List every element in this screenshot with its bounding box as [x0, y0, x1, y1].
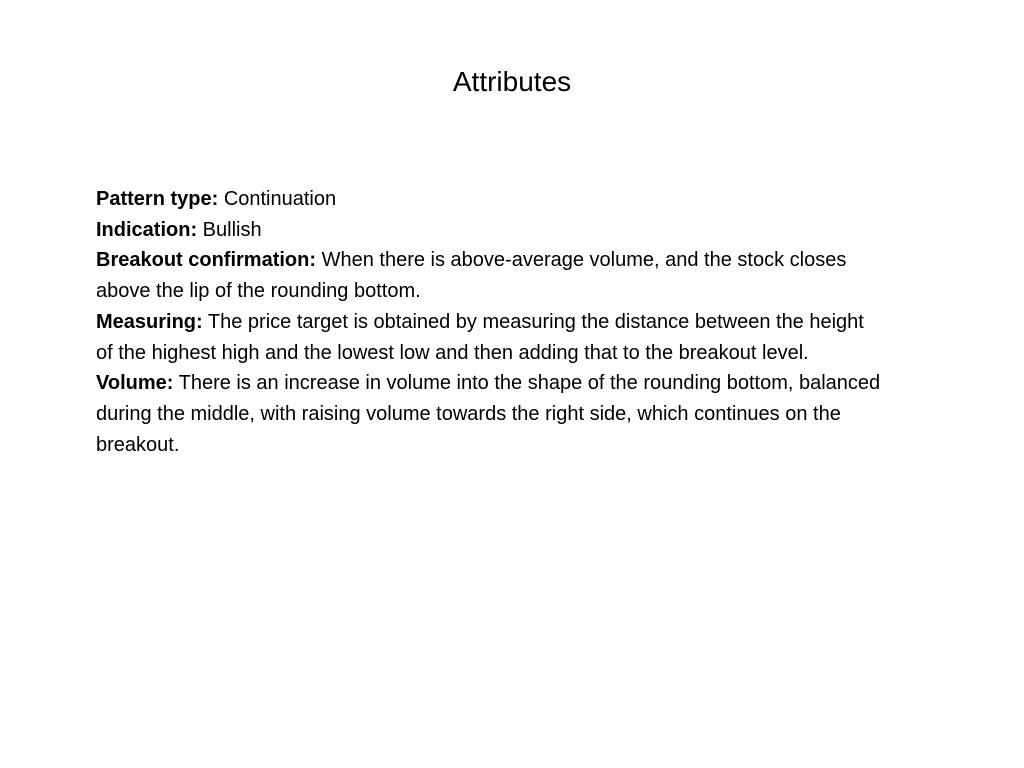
slide-body [96, 184, 886, 460]
attribute-breakout-confirmation [96, 245, 886, 306]
attribute-label: Volume: [96, 372, 174, 395]
attribute-measuring [96, 307, 886, 368]
attribute-pattern-type [96, 184, 886, 215]
attribute-text: Continuation [223, 188, 337, 210]
attribute-text: The price target is obtained by measuring the distance between the height of the highest high and the lowest low and then adding that to the breakout level. [96, 310, 864, 364]
attribute-label: Indication: [96, 218, 198, 241]
attribute-text: There is an increase in volume into the shape of the rounding bottom, balanced during the middle, with raising volume towards the right side, which continues on the breakout. [96, 372, 881, 456]
attribute-text: Bullish [202, 218, 262, 241]
attribute-label: Measuring: [96, 310, 203, 333]
attribute-label: Breakout confirmation: [96, 249, 317, 272]
slide-title: Attributes [452, 66, 572, 97]
attribute-indication [96, 215, 886, 246]
attribute-label: Pattern type: [96, 188, 219, 210]
attribute-text: When there is above-average volume, and the stock closes above the lip of the rounding bottom. [96, 249, 847, 303]
attribute-volume [96, 368, 886, 460]
